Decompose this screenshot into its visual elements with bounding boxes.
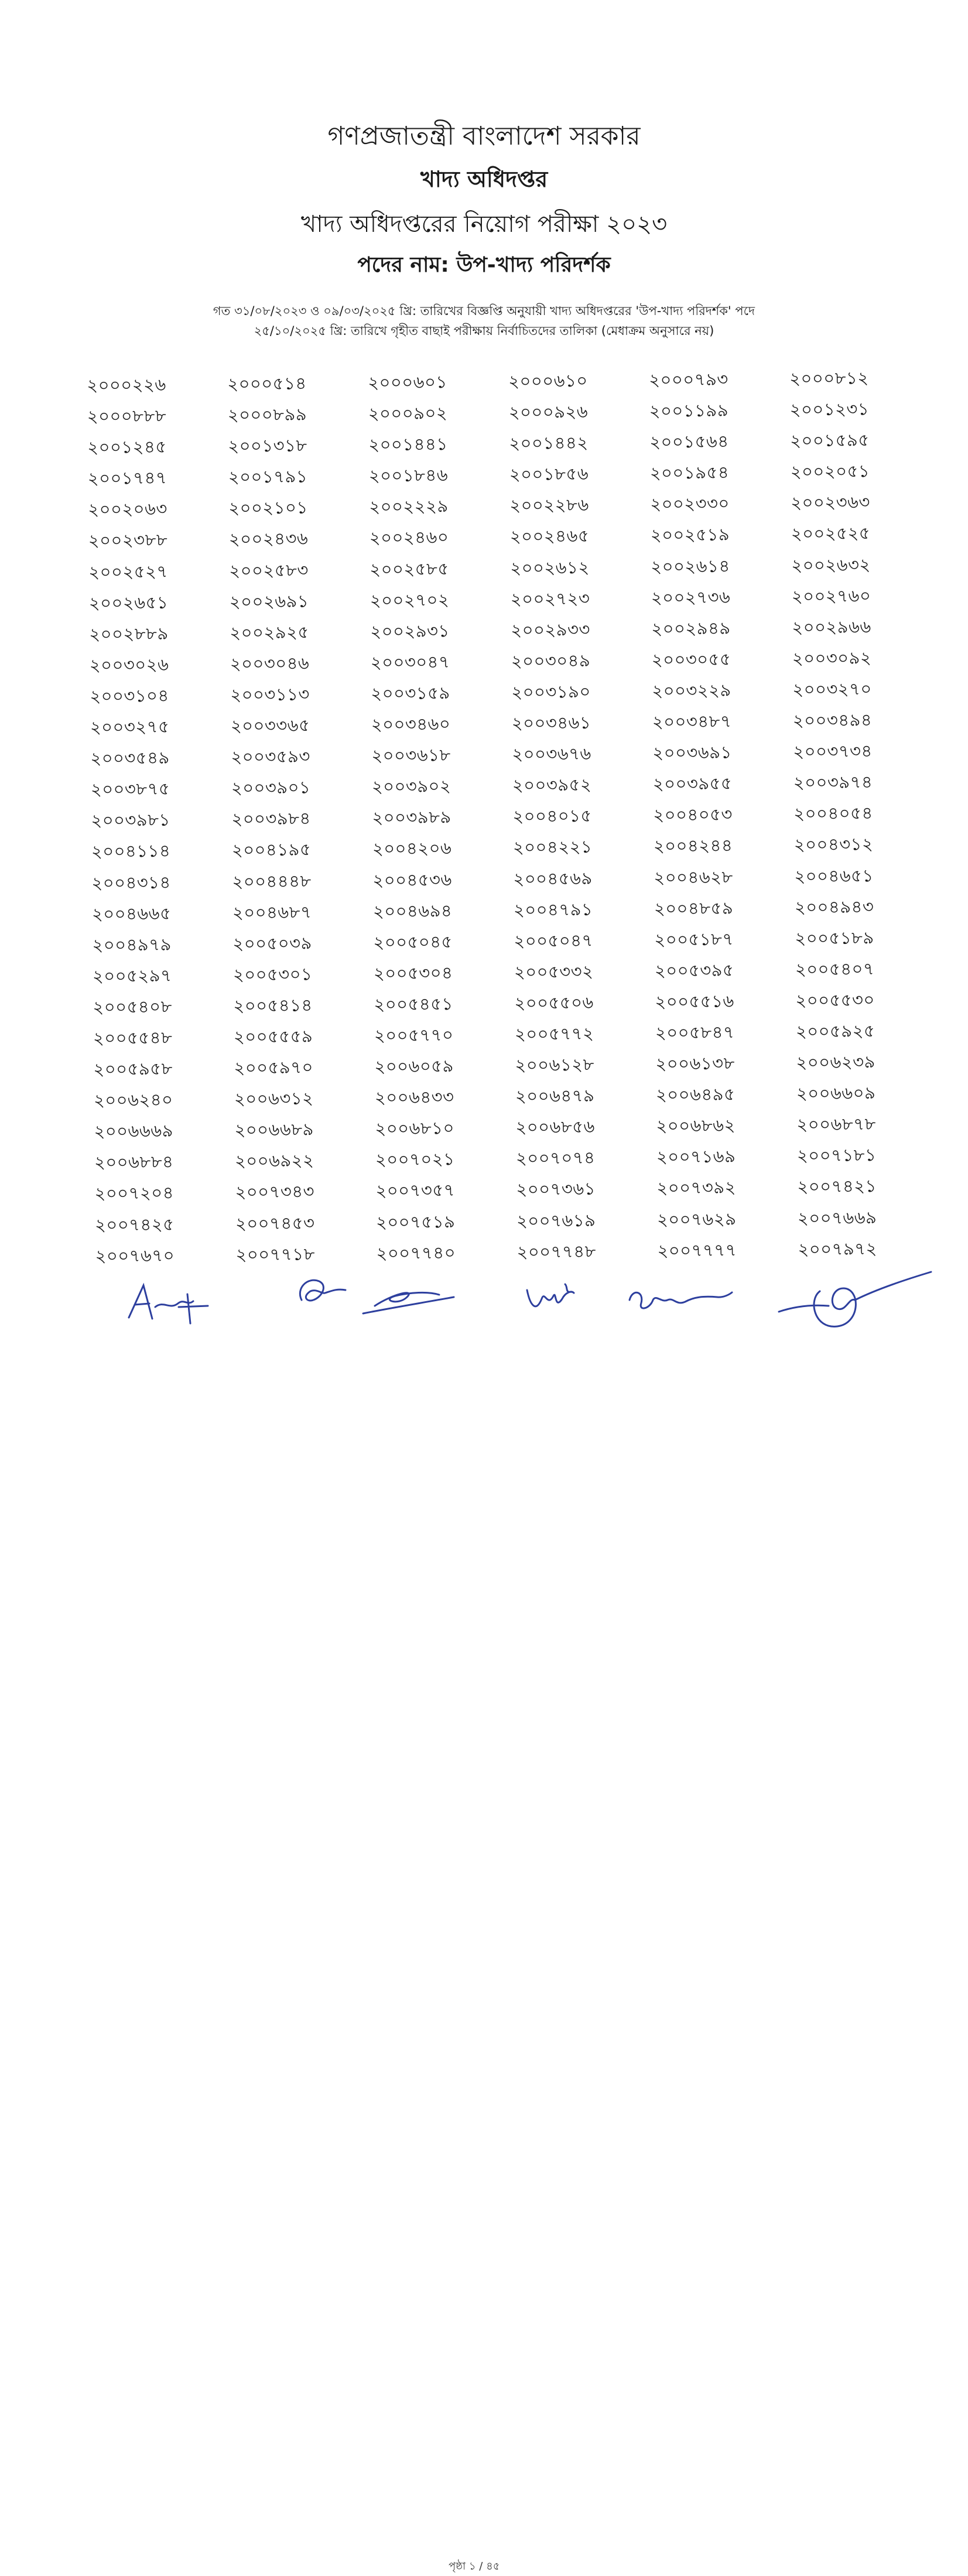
roll-number-cell: ২০০৩৬৭৬ <box>512 743 591 765</box>
roll-number-cell: ২০০২২২৯ <box>369 496 449 517</box>
roll-number-cell: ২০০৪৬২৮ <box>654 866 733 888</box>
roll-number-cell: ২০০৩৯৮৪ <box>231 808 311 829</box>
roll-number-cell: ২০০৩৬১৮ <box>371 745 451 766</box>
roll-number-cell: ২০০২৩৬৩ <box>791 492 870 513</box>
notice-line-2: ২৫/১০/২০২৫ খ্রি: তারিখে গৃহীত বাছাই পরীক্ষায় নির্বাচিতদের তালিকা (মেধাক্রম অনুসারে নয়) <box>254 324 714 338</box>
roll-number-cell: ২০০০৮১২ <box>789 368 869 389</box>
roll-number-cell: ২০০৫৪১৪ <box>233 995 313 1016</box>
roll-number-cell: ২০০৬৬৬৯ <box>94 1120 174 1142</box>
roll-number-cell: ২০০০৭৯৩ <box>649 369 728 390</box>
roll-number-cell: ২০০৫১৮৯ <box>795 927 874 949</box>
roll-number-cell: ২০০৪৯৪৩ <box>794 896 874 918</box>
roll-number-cell: ২০০৬৪৯৫ <box>655 1084 736 1105</box>
roll-number-cell: ২০০৭৬৭০ <box>95 1245 175 1266</box>
roll-number-cell: ২০০৬৪৭৯ <box>515 1085 595 1107</box>
roll-number-cell: ২০০৩১০৪ <box>90 685 169 706</box>
roll-number-cell: ২০০১১৯৯ <box>649 400 729 421</box>
roll-number-cell: ২০০৩৮৭৫ <box>90 778 170 800</box>
roll-number-cell: ২০০৫০৪৫ <box>373 931 453 953</box>
roll-number-cell: ২০০৭৯৭২ <box>798 1238 878 1260</box>
roll-number-cell: ২০০৩৪৮৭ <box>652 711 732 732</box>
roll-number-cell: ২০০১৮৫৬ <box>509 464 589 485</box>
roll-number-cell: ২০০৩০৪৬ <box>230 653 310 674</box>
roll-number-cell: ২০০৪৫৩৬ <box>372 869 452 890</box>
roll-number-cell: ২০০৩২৭৫ <box>90 716 170 738</box>
roll-number-cell: ২০০৫৯৫৮ <box>93 1058 173 1080</box>
roll-number-cell: ২০০৪৬৬৫ <box>91 903 172 924</box>
roll-number-cell: ২০০৩৭৩৪ <box>793 741 873 762</box>
roll-number-cell: ২০০৭৬১৯ <box>516 1210 596 1231</box>
roll-number-cell: ২০০৩৪৬০ <box>371 714 451 735</box>
roll-number-cell: ২০০৭৩৪৩ <box>235 1181 315 1203</box>
roll-number-cell: ২০০৩২২৯ <box>652 680 731 701</box>
government-title: গণপ্রজাতন্ত্রী বাংলাদেশ সরকার <box>327 121 641 151</box>
roll-number-cell: ২০০২৮৮৯ <box>89 623 169 644</box>
roll-number-cell: ২০০৬৬০৯ <box>796 1083 876 1104</box>
roll-number-cell: ২০০৩৩৬৫ <box>230 715 310 736</box>
roll-number-cell: ২০০৭৪৫৩ <box>235 1212 315 1234</box>
roll-number-cell: ২০০১৪৪২ <box>509 432 589 454</box>
roll-number-cell: ২০০৫৫৪৮ <box>93 1027 173 1048</box>
roll-number-cell: ২০০৬০৫৯ <box>374 1056 454 1077</box>
roll-number-cell: ২০০২৪৬০ <box>369 527 449 548</box>
roll-number-cell: ২০০২৯৩১ <box>370 620 450 642</box>
roll-number-cell: ২০০৫৪০৭ <box>795 958 875 980</box>
signature-2 <box>290 1271 354 1312</box>
signature-footer <box>0 1265 968 2572</box>
roll-number-cell: ২০০১২৩১ <box>789 399 870 420</box>
roll-number-cell: ২০০৫৪০৮ <box>93 996 172 1017</box>
roll-number-cell: ২০০৪০৫৩ <box>653 804 733 826</box>
roll-number-cell: ২০০১২৪৫ <box>87 436 167 458</box>
roll-number-cell: ২০০৪৮৫৯ <box>654 898 734 919</box>
roll-number-cell: ২০০২৭৩৬ <box>651 587 731 608</box>
roll-number-cell: ২০০৪২৪৪ <box>653 835 733 857</box>
roll-number-cell: ২০০২৩৩০ <box>650 493 730 515</box>
roll-number-cell: ২০০৪১১৪ <box>91 841 171 862</box>
roll-number-cell: ২০০১৫৯৫ <box>790 430 870 451</box>
department-title: খাদ্য অধিদপ্তর <box>420 166 548 192</box>
roll-number-cell: ২০০৫৫১৬ <box>655 991 734 1012</box>
roll-number-cell: ২০০২৬৫১ <box>88 592 169 613</box>
roll-number-cell: ২০০৫৫০৬ <box>514 992 594 1013</box>
roll-number-cell: ২০০৫৩০৪ <box>373 962 453 984</box>
roll-number-cell: ২০০২৯৬৬ <box>792 616 871 638</box>
roll-number-cell: ২০০০৫১৪ <box>227 373 307 394</box>
roll-number-cell: ২০০২৯৩৩ <box>511 619 590 640</box>
document-header <box>0 120 968 279</box>
roll-number-cell: ২০০৬৮১০ <box>375 1118 455 1139</box>
roll-number-cell: ২০০৩৯০১ <box>231 777 311 798</box>
notice-line-1: গত ৩১/০৮/২০২৩ ও ০৯/০৩/২০২৫ খ্রি: তারিখের বিজ্ঞপ্তি অনুযায়ী খাদ্য অধিদপ্তরের 'উপ-খাদ্য পরিদর্শক' পদে <box>213 304 755 318</box>
roll-number-cell: ২০০৫৩৩২ <box>514 961 594 982</box>
roll-number-cell: ২০০৭১৬৯ <box>656 1146 736 1168</box>
roll-number-cell: ২০০২৫২৭ <box>88 561 168 582</box>
roll-number-cell: ২০০৭০৭৪ <box>515 1148 596 1169</box>
roll-number-cell: ২০০১৭৪৭ <box>87 467 167 489</box>
roll-number-cell: ২০০৬৯২২ <box>234 1150 314 1171</box>
roll-number-cell: ২০০২৫৮৫ <box>370 558 449 579</box>
roll-number-cell: ২০০৭৭১৮ <box>235 1243 316 1265</box>
roll-number-cell: ২০০৩০৯২ <box>792 648 872 669</box>
roll-number-cell: ২০০৭৩৬১ <box>516 1179 596 1200</box>
roll-number-cell: ২০০৫৪৫১ <box>374 993 453 1015</box>
roll-number-cell: ২০০৭৭৭৭ <box>657 1240 737 1261</box>
roll-number-cell: ২০০৫৯২৫ <box>795 1021 875 1042</box>
roll-number-cell: ২০০৩৯৭৪ <box>793 772 873 793</box>
notice-text <box>88 301 880 341</box>
roll-number-cell: ২০০২৫৮৩ <box>229 559 309 581</box>
roll-number-cell: ২০০৫২৯৭ <box>92 965 172 986</box>
roll-number-cell: ২০০০৬০১ <box>368 372 447 393</box>
roll-number-cell: ২০০১৮৪৬ <box>368 465 449 486</box>
roll-number-cell: ২০০৪৩১৪ <box>91 872 171 893</box>
roll-number-cell: ২০০৫০৪৭ <box>514 930 593 951</box>
roll-number-cell: ২০০২২৮৬ <box>509 495 589 516</box>
roll-number-cell: ২০০২১০১ <box>228 497 308 519</box>
roll-number-cell: ২০০৫১৮৭ <box>654 929 734 950</box>
roll-number-cell: ২০০৬৮৭৮ <box>796 1114 877 1135</box>
roll-number-cell: ২০০২৬৯১ <box>229 591 309 612</box>
roll-number-cell: ২০০৪৪৪৮ <box>232 870 312 892</box>
roll-number-cell: ২০০৪২০৬ <box>372 838 452 859</box>
roll-number-cell: ২০০৩৯৮১ <box>91 809 170 831</box>
roll-number-grid <box>87 362 939 1271</box>
roll-number-cell: ২০০৬৮৫৬ <box>515 1116 596 1138</box>
roll-number-cell: ২০০২৭২৩ <box>510 588 590 609</box>
roll-number-cell: ২০০৩০৪৯ <box>511 650 591 671</box>
roll-number-cell: ২০০৬৩১২ <box>234 1088 314 1109</box>
roll-number-cell: ২০০৩৪৯৪ <box>792 710 873 731</box>
roll-number-cell: ২০০৩১১৩ <box>230 684 310 705</box>
roll-number-cell: ২০০৬৮৮৪ <box>94 1151 174 1173</box>
roll-number-cell: ২০০৭৬২৯ <box>656 1208 737 1230</box>
roll-number-cell: ২০০১৭৯১ <box>228 466 308 487</box>
roll-number-cell: ২০০১৯৫৪ <box>649 462 730 484</box>
roll-number-cell: ২০০৪০১৫ <box>512 806 592 827</box>
roll-number-cell: ২০০৫৩৯৫ <box>654 960 734 981</box>
roll-number-cell: ২০০৭৬৬৯ <box>797 1207 877 1228</box>
roll-number-cell: ২০০২০৬৩ <box>88 499 167 520</box>
roll-number-cell: ২০০২৬১৪ <box>651 556 730 577</box>
page-number: পৃষ্ঠা ১ / ৪৫ <box>449 2560 500 2572</box>
roll-number-cell: ২০০৬৪৩৩ <box>374 1087 454 1108</box>
roll-number-cell: ২০০৪৬৯৪ <box>372 900 453 921</box>
roll-number-cell: ২০০১৫৬৪ <box>649 431 729 452</box>
roll-number-cell: ২০০৭৪২১ <box>797 1176 877 1197</box>
roll-number-cell: ২০০৭৭৪৮ <box>517 1241 597 1262</box>
roll-number-cell: ২০০২৩৮৮ <box>88 530 168 551</box>
roll-number-cell: ২০০৩৪৬১ <box>511 712 591 734</box>
roll-number-cell: ২০০৫৩০১ <box>232 964 313 985</box>
roll-number-cell: ২০০৭২০৪ <box>94 1183 175 1204</box>
roll-number-cell: ২০০১৩১৮ <box>228 435 307 456</box>
roll-number-cell: ২০০৬২৪০ <box>93 1089 173 1111</box>
roll-number-cell: ২০০৩৯৫২ <box>512 774 592 796</box>
roll-number-cell: ২০০৩০২৬ <box>89 654 169 675</box>
roll-number-cell: ২০০৬১২৮ <box>515 1054 595 1076</box>
roll-number-cell: ২০০৭৭৪০ <box>376 1242 456 1263</box>
signature-4 <box>518 1275 589 1322</box>
roll-number-cell: ২০০৩৯৫৫ <box>652 773 733 794</box>
roll-number-cell: ২০০২৫২৫ <box>791 523 871 544</box>
roll-number-cell: ২০০৭৫১৯ <box>375 1211 456 1232</box>
roll-number-cell: ২০০২৪৩৬ <box>228 528 309 550</box>
roll-number-cell: ২০০৩১৫৯ <box>371 683 450 704</box>
roll-number-cell: ২০০৫৫৫৯ <box>233 1026 313 1047</box>
roll-number-cell: ২০০৩৯০২ <box>371 776 451 797</box>
roll-number-cell: ২০০৫৫৩০ <box>795 990 875 1011</box>
roll-number-cell: ২০০০৯০২ <box>368 403 448 424</box>
roll-number-cell: ২০০০৯২৬ <box>508 401 589 423</box>
roll-number-cell: ২০০২৬৩২ <box>791 554 871 576</box>
roll-number-cell: ২০০২০৫১ <box>790 461 870 482</box>
roll-number-cell: ২০০৭১৮১ <box>796 1145 877 1166</box>
roll-number-cell: ২০০৪০৫৪ <box>793 803 873 824</box>
signature-1 <box>120 1277 220 1329</box>
roll-number-cell: ২০০২৯২৫ <box>230 622 309 643</box>
roll-number-cell: ২০০৬২৩৯ <box>796 1052 876 1073</box>
roll-number-cell: ২০০৪১৯৫ <box>231 839 312 861</box>
roll-number-cell: ২০০৩০৫৫ <box>651 649 731 670</box>
roll-number-cell: ২০০৫৭৭০ <box>374 1025 454 1046</box>
post-name: পদের নাম: উপ-খাদ্য পরিদর্শক <box>357 253 611 277</box>
roll-number-cell: ২০০৪৯৭৯ <box>92 934 172 955</box>
roll-number-cell: ২০০৫৭৭২ <box>514 1023 594 1045</box>
roll-number-cell: ২০০৭৪২৫ <box>94 1214 175 1235</box>
roll-number-cell: ২০০৩২৭০ <box>792 679 872 700</box>
signature-5 <box>621 1280 738 1321</box>
roll-number-cell: ২০০৪৩১২ <box>793 834 874 855</box>
roll-number-cell: ২০০১৪৪১ <box>368 434 448 455</box>
signature-6 <box>773 1265 937 1335</box>
roll-number-cell: ২০০৭৩৫৭ <box>375 1180 456 1201</box>
roll-number-cell: ২০০৬৮৬২ <box>656 1115 736 1136</box>
roll-number-cell: ২০০০৮৯৯ <box>227 404 307 425</box>
roll-number-cell: ২০০৭৩৯২ <box>656 1177 737 1199</box>
roll-number-cell: ২০০৩৫৪৯ <box>90 747 170 769</box>
roll-number-cell: ২০০৩১৯০ <box>511 681 591 702</box>
roll-number-cell: ২০০৪৫৬৯ <box>513 868 593 889</box>
roll-number-cell: ২০০২৭০২ <box>370 589 450 611</box>
signature-3 <box>351 1274 457 1321</box>
roll-number-cell: ২০০২৭৬০ <box>791 585 871 607</box>
roll-number-cell: ২০০৩৫৯৩ <box>231 746 310 767</box>
roll-number-cell: ২০০৪৬৫১ <box>794 865 874 886</box>
roll-number-cell: ২০০২৯৪৯ <box>651 618 731 639</box>
roll-number-cell: ২০০৫৮৪৭ <box>655 1022 735 1043</box>
roll-number-cell: ২০০৫০৩৯ <box>232 933 312 954</box>
roll-number-cell: ২০০২৪৬৫ <box>509 526 590 547</box>
roll-number-cell: ২০০৭০২১ <box>375 1149 455 1170</box>
roll-number-cell: ২০০৩০৪৭ <box>370 651 450 673</box>
roll-number-cell: ২০০৩৯৮৯ <box>372 807 451 828</box>
roll-number-cell: ২০০০২২৬ <box>87 374 166 395</box>
roll-number-cell: ২০০২৬১২ <box>510 557 590 578</box>
roll-number-cell: ২০০৬৬৮৯ <box>234 1119 314 1140</box>
exam-title: খাদ্য অধিদপ্তরের নিয়োগ পরীক্ষা ২০২৩ <box>300 211 668 238</box>
roll-number-cell: ২০০৪৭৯১ <box>513 899 593 920</box>
roll-number-cell: ২০০০৮৮৮ <box>87 405 167 427</box>
roll-number-cell: ২০০৩৬৯১ <box>652 742 732 763</box>
roll-number-cell: ২০০৪৬৮৭ <box>232 901 312 923</box>
roll-number-cell: ২০০৬১৩৮ <box>655 1053 735 1074</box>
roll-number-cell: ২০০২৫১৯ <box>650 524 730 546</box>
roll-number-cell: ২০০৪২২১ <box>512 837 593 858</box>
roll-number-cell: ২০০০৬১০ <box>508 370 588 392</box>
roll-number-cell: ২০০৫৯৭০ <box>234 1057 314 1078</box>
